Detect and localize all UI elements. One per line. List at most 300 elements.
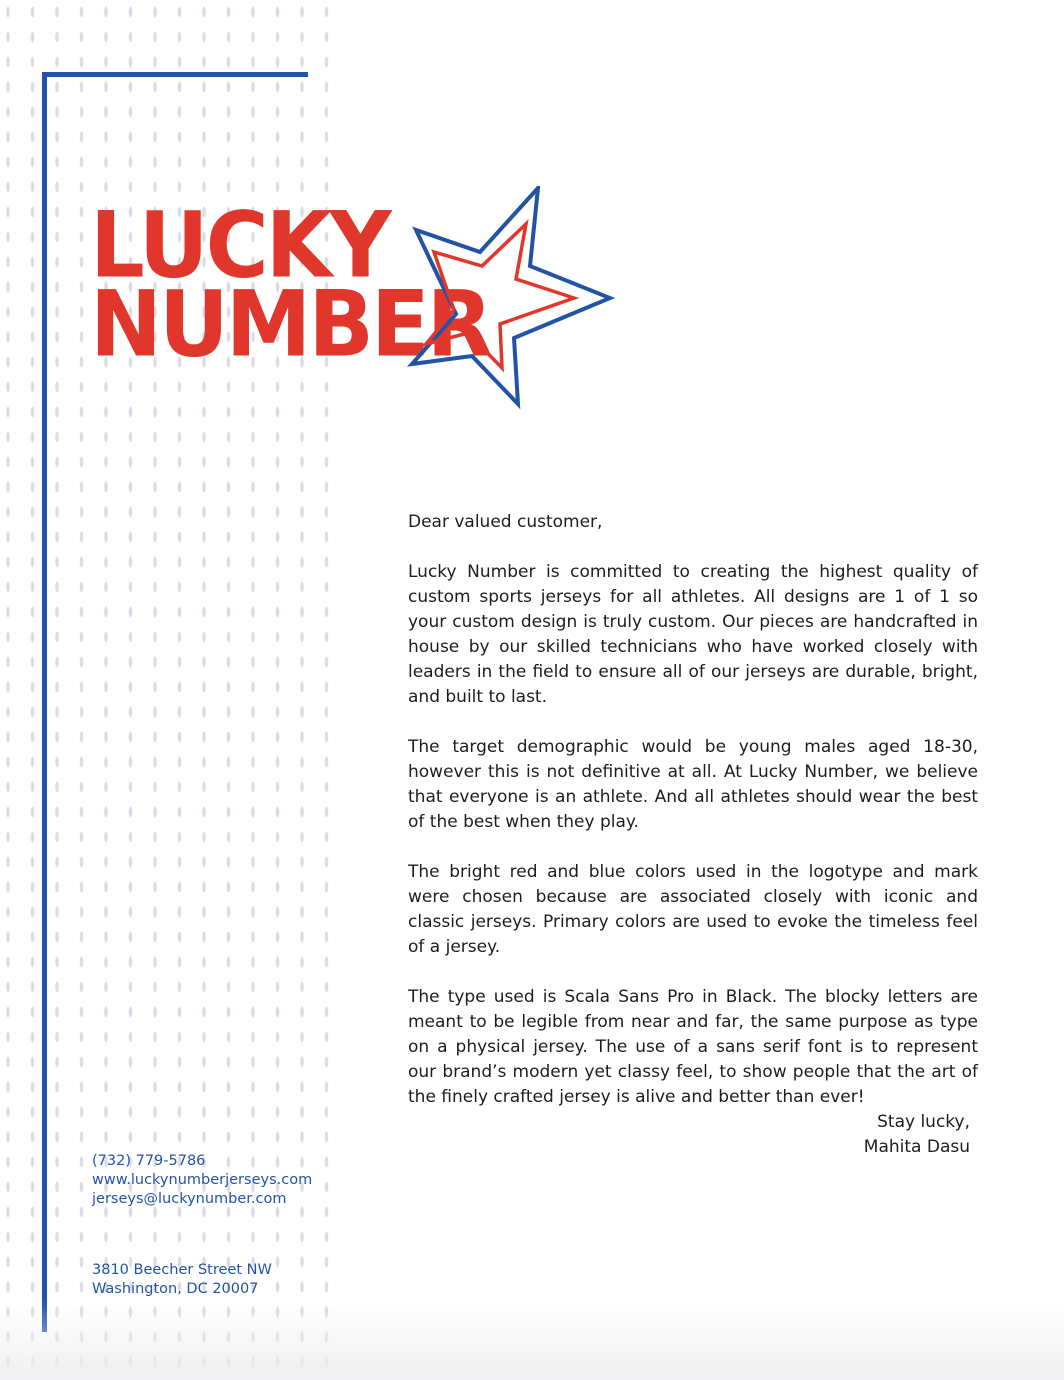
mesh-dot: [300, 1257, 304, 1268]
mesh-dot: [55, 832, 59, 843]
email-link[interactable]: jerseys@luckynumber.com: [92, 1191, 287, 1207]
mesh-dot: [55, 1232, 59, 1243]
mesh-dot: [129, 82, 133, 93]
mesh-dot: [104, 1232, 108, 1243]
mesh-dot: [178, 57, 182, 68]
mesh-dot: [202, 1082, 206, 1093]
mesh-dot: [300, 507, 304, 518]
mesh-dot: [227, 657, 231, 668]
mesh-dot: [6, 1057, 10, 1068]
mesh-dot: [325, 932, 329, 943]
mesh-dot: [31, 282, 35, 293]
mesh-dot: [178, 1107, 182, 1118]
mesh-dot: [31, 257, 35, 268]
mesh-dot: [227, 7, 231, 18]
mesh-dot: [325, 707, 329, 718]
mesh-dot: [178, 782, 182, 793]
mesh-dot: [300, 1057, 304, 1068]
mesh-dot: [227, 857, 231, 868]
mesh-dot: [104, 57, 108, 68]
mesh-dot: [300, 607, 304, 618]
mesh-dot: [80, 132, 84, 143]
mesh-dot: [129, 707, 133, 718]
mesh-dot: [325, 32, 329, 43]
mesh-dot: [276, 932, 280, 943]
mesh-dot: [251, 32, 255, 43]
mesh-dot: [276, 107, 280, 118]
mesh-dot: [325, 682, 329, 693]
closing-text: Stay lucky,: [877, 1112, 970, 1132]
mesh-dot: [153, 532, 157, 543]
mesh-dot: [251, 507, 255, 518]
mesh-dot: [6, 132, 10, 143]
mesh-dot: [300, 32, 304, 43]
mesh-dot: [202, 432, 206, 443]
mesh-dot: [55, 557, 59, 568]
mesh-dot: [227, 607, 231, 618]
mesh-dot: [276, 657, 280, 668]
mesh-dot: [31, 1207, 35, 1218]
mesh-dot: [251, 857, 255, 868]
mesh-dot: [6, 157, 10, 168]
mesh-dot: [227, 57, 231, 68]
mesh-dot: [178, 557, 182, 568]
mesh-dot: [276, 982, 280, 993]
mesh-dot: [55, 57, 59, 68]
mesh-dot: [31, 982, 35, 993]
mesh-dot: [80, 607, 84, 618]
mesh-dot: [202, 482, 206, 493]
mesh-dot: [325, 7, 329, 18]
mesh-dot: [80, 7, 84, 18]
mesh-dot: [80, 882, 84, 893]
mesh-dot: [129, 7, 133, 18]
mesh-dot: [251, 1057, 255, 1068]
mesh-dot: [325, 1257, 329, 1268]
mesh-dot: [31, 57, 35, 68]
mesh-dot: [55, 1132, 59, 1143]
mesh-dot: [129, 832, 133, 843]
mesh-dot: [104, 532, 108, 543]
mesh-dot: [80, 457, 84, 468]
mesh-dot: [55, 932, 59, 943]
mesh-dot: [153, 707, 157, 718]
mesh-dot: [6, 482, 10, 493]
mesh-dot: [178, 1007, 182, 1018]
mesh-dot: [178, 832, 182, 843]
mesh-dot: [104, 482, 108, 493]
mesh-dot: [276, 1032, 280, 1043]
mesh-dot: [153, 1132, 157, 1143]
mesh-dot: [251, 1132, 255, 1143]
mesh-dot: [227, 32, 231, 43]
mesh-dot: [80, 557, 84, 568]
mesh-dot: [129, 557, 133, 568]
mesh-dot: [178, 1082, 182, 1093]
mesh-dot: [178, 1132, 182, 1143]
mesh-dot: [325, 1082, 329, 1093]
mesh-dot: [276, 832, 280, 843]
mesh-dot: [251, 882, 255, 893]
mesh-dot: [300, 582, 304, 593]
mesh-dot: [129, 957, 133, 968]
mesh-dot: [104, 507, 108, 518]
mesh-dot: [6, 82, 10, 93]
mesh-dot: [325, 982, 329, 993]
website-link[interactable]: www.luckynumberjerseys.com: [92, 1172, 313, 1188]
mesh-dot: [251, 607, 255, 618]
mesh-dot: [31, 207, 35, 218]
mesh-dot: [202, 157, 206, 168]
mesh-dot: [251, 532, 255, 543]
mesh-dot: [80, 582, 84, 593]
mesh-dot: [202, 1132, 206, 1143]
mesh-dot: [55, 332, 59, 343]
mesh-dot: [325, 57, 329, 68]
mesh-dot: [202, 507, 206, 518]
mesh-dot: [251, 157, 255, 168]
mesh-dot: [251, 707, 255, 718]
mesh-dot: [80, 57, 84, 68]
mesh-dot: [276, 507, 280, 518]
mesh-dot: [31, 707, 35, 718]
mesh-dot: [202, 982, 206, 993]
mesh-dot: [80, 757, 84, 768]
mesh-dot: [6, 582, 10, 593]
mesh-dot: [31, 732, 35, 743]
mesh-dot: [276, 632, 280, 643]
city-state-zip: Washington, DC 20007: [92, 1281, 259, 1297]
mesh-dot: [300, 757, 304, 768]
mesh-dot: [55, 382, 59, 393]
mesh-dot: [227, 732, 231, 743]
mesh-dot: [178, 607, 182, 618]
mesh-dot: [104, 1082, 108, 1093]
mesh-dot: [80, 707, 84, 718]
mesh-dot: [6, 1282, 10, 1293]
phone-number: (732) 779-5786: [92, 1153, 206, 1169]
mesh-dot: [6, 382, 10, 393]
mesh-dot: [153, 1082, 157, 1093]
mesh-dot: [202, 807, 206, 818]
mesh-dot: [300, 732, 304, 743]
mesh-dot: [276, 457, 280, 468]
mesh-dot: [55, 1107, 59, 1118]
mesh-dot: [251, 757, 255, 768]
mesh-dot: [153, 807, 157, 818]
mesh-dot: [104, 1107, 108, 1118]
mesh-dot: [153, 1007, 157, 1018]
mesh-dot: [55, 657, 59, 668]
mesh-dot: [276, 7, 280, 18]
letter-body: [408, 510, 978, 1135]
mesh-dot: [276, 482, 280, 493]
mesh-dot: [202, 57, 206, 68]
logotype-line-number: NUMBER: [90, 271, 490, 378]
mesh-dot: [31, 182, 35, 193]
mesh-dot: [300, 882, 304, 893]
mesh-dot: [153, 57, 157, 68]
mesh-dot: [104, 982, 108, 993]
mesh-dot: [178, 1232, 182, 1243]
letter-paragraph-2: The target demographic would be young males aged 18-30, however this is not definitive at all. At Lucky Number, we believe that everyone is an athlete. And all athletes should wear the best of the best when they play.: [408, 737, 978, 832]
mesh-dot: [276, 1132, 280, 1143]
mesh-dot: [276, 882, 280, 893]
mesh-dot: [55, 432, 59, 443]
mesh-dot: [178, 657, 182, 668]
mesh-dot: [55, 1182, 59, 1193]
mesh-dot: [202, 882, 206, 893]
mesh-dot: [6, 982, 10, 993]
mesh-dot: [325, 757, 329, 768]
mesh-dot: [6, 1232, 10, 1243]
mesh-dot: [31, 107, 35, 118]
mesh-dot: [6, 782, 10, 793]
mesh-dot: [227, 457, 231, 468]
mesh-dot: [178, 757, 182, 768]
mesh-dot: [153, 1232, 157, 1243]
lucky-number-logo: [90, 186, 620, 411]
mesh-dot: [129, 582, 133, 593]
mesh-dot: [80, 982, 84, 993]
mesh-dot: [153, 957, 157, 968]
mesh-dot: [129, 732, 133, 743]
mesh-dot: [153, 857, 157, 868]
mesh-dot: [31, 357, 35, 368]
mesh-dot: [300, 657, 304, 668]
mesh-dot: [80, 907, 84, 918]
mesh-dot: [31, 507, 35, 518]
mesh-dot: [80, 1207, 84, 1218]
mesh-dot: [6, 232, 10, 243]
top-rule: [42, 72, 308, 77]
mesh-dot: [80, 182, 84, 193]
mesh-dot: [129, 757, 133, 768]
mesh-dot: [276, 1282, 280, 1293]
mesh-dot: [129, 32, 133, 43]
mesh-dot: [80, 782, 84, 793]
mesh-dot: [300, 82, 304, 93]
mesh-dot: [55, 457, 59, 468]
mesh-dot: [6, 707, 10, 718]
street-address: 3810 Beecher Street NW: [92, 1262, 272, 1278]
mesh-dot: [55, 482, 59, 493]
mesh-dot: [6, 1082, 10, 1093]
mesh-dot: [325, 1057, 329, 1068]
mesh-dot: [55, 507, 59, 518]
mesh-dot: [276, 1057, 280, 1068]
star-icon: [90, 186, 620, 411]
mesh-dot: [202, 607, 206, 618]
mesh-dot: [6, 882, 10, 893]
mesh-dot: [325, 1007, 329, 1018]
mesh-dot: [104, 682, 108, 693]
mesh-dot: [104, 582, 108, 593]
mesh-dot: [31, 1232, 35, 1243]
mesh-dot: [202, 782, 206, 793]
mesh-dot: [153, 682, 157, 693]
mesh-dot: [55, 1032, 59, 1043]
mesh-dot: [300, 832, 304, 843]
mesh-dot: [202, 957, 206, 968]
mesh-dot: [325, 907, 329, 918]
mesh-dot: [300, 1007, 304, 1018]
mesh-dot: [325, 457, 329, 468]
mesh-dot: [227, 932, 231, 943]
mesh-dot: [153, 582, 157, 593]
mesh-dot: [55, 107, 59, 118]
mesh-dot: [251, 432, 255, 443]
mesh-dot: [129, 1232, 133, 1243]
mesh-dot: [31, 632, 35, 643]
contact-block: [92, 1152, 312, 1209]
mesh-dot: [325, 557, 329, 568]
mesh-dot: [55, 232, 59, 243]
mesh-dot: [276, 557, 280, 568]
mesh-dot: [300, 1032, 304, 1043]
mesh-dot: [251, 982, 255, 993]
mesh-dot: [251, 482, 255, 493]
letter-paragraph-3: The bright red and blue colors used in the logotype and mark were chosen because are associated closely with iconic and classic jerseys. Primary colors are used to evoke the timeless feel of a jersey.: [408, 862, 978, 957]
mesh-dot: [6, 1207, 10, 1218]
mesh-dot: [325, 132, 329, 143]
mesh-dot: [6, 732, 10, 743]
mesh-dot: [104, 757, 108, 768]
mesh-dot: [104, 857, 108, 868]
mesh-dot: [80, 807, 84, 818]
mesh-dot: [31, 557, 35, 568]
mesh-dot: [129, 507, 133, 518]
mesh-dot: [31, 32, 35, 43]
mesh-dot: [55, 857, 59, 868]
mesh-dot: [325, 857, 329, 868]
mesh-dot: [80, 382, 84, 393]
mesh-dot: [80, 407, 84, 418]
mesh-dot: [325, 1157, 329, 1168]
mesh-dot: [31, 457, 35, 468]
mesh-dot: [325, 1107, 329, 1118]
mesh-dot: [202, 532, 206, 543]
mesh-dot: [178, 507, 182, 518]
mesh-dot: [6, 1257, 10, 1268]
mesh-dot: [6, 307, 10, 318]
address-block: [92, 1261, 272, 1299]
mesh-dot: [129, 482, 133, 493]
mesh-dot: [276, 757, 280, 768]
mesh-dot: [129, 1082, 133, 1093]
mesh-dot: [104, 832, 108, 843]
mesh-dot: [227, 107, 231, 118]
mesh-dot: [80, 932, 84, 943]
mesh-dot: [55, 907, 59, 918]
mesh-dot: [153, 132, 157, 143]
mesh-dot: [325, 1032, 329, 1043]
mesh-dot: [80, 532, 84, 543]
mesh-dot: [55, 582, 59, 593]
mesh-dot: [153, 982, 157, 993]
mesh-dot: [178, 732, 182, 743]
mesh-dot: [202, 1007, 206, 1018]
mesh-dot: [153, 1107, 157, 1118]
mesh-dot: [202, 457, 206, 468]
mesh-dot: [6, 607, 10, 618]
mesh-dot: [300, 807, 304, 818]
mesh-dot: [276, 1107, 280, 1118]
mesh-dot: [227, 82, 231, 93]
mesh-dot: [300, 557, 304, 568]
mesh-dot: [276, 732, 280, 743]
mesh-dot: [276, 957, 280, 968]
mesh-dot: [31, 907, 35, 918]
mesh-dot: [129, 657, 133, 668]
mesh-dot: [129, 907, 133, 918]
mesh-dot: [80, 957, 84, 968]
mesh-dot: [6, 257, 10, 268]
mesh-dot: [276, 1232, 280, 1243]
mesh-dot: [325, 957, 329, 968]
mesh-dot: [153, 32, 157, 43]
mesh-dot: [300, 482, 304, 493]
mesh-dot: [31, 382, 35, 393]
mesh-dot: [31, 1282, 35, 1293]
mesh-dot: [55, 207, 59, 218]
mesh-dot: [55, 1157, 59, 1168]
mesh-dot: [178, 907, 182, 918]
mesh-dot: [325, 607, 329, 618]
mesh-dot: [6, 282, 10, 293]
mesh-dot: [31, 307, 35, 318]
mesh-dot: [276, 682, 280, 693]
mesh-dot: [202, 707, 206, 718]
mesh-dot: [55, 632, 59, 643]
mesh-dot: [6, 757, 10, 768]
mesh-dot: [153, 457, 157, 468]
mesh-dot: [129, 132, 133, 143]
mesh-dot: [178, 707, 182, 718]
mesh-dot: [129, 982, 133, 993]
mesh-dot: [6, 532, 10, 543]
letter-greeting: Dear valued customer,: [408, 512, 603, 532]
mesh-dot: [104, 1007, 108, 1018]
mesh-dot: [153, 782, 157, 793]
mesh-dot: [55, 157, 59, 168]
mesh-dot: [202, 1232, 206, 1243]
mesh-dot: [31, 1007, 35, 1018]
mesh-dot: [55, 7, 59, 18]
mesh-dot: [325, 1232, 329, 1243]
mesh-dot: [276, 532, 280, 543]
mesh-dot: [227, 757, 231, 768]
mesh-dot: [251, 557, 255, 568]
mesh-dot: [129, 432, 133, 443]
mesh-dot: [325, 532, 329, 543]
mesh-dot: [55, 32, 59, 43]
mesh-dot: [31, 957, 35, 968]
mesh-dot: [6, 1007, 10, 1018]
mesh-dot: [104, 32, 108, 43]
mesh-dot: [31, 1032, 35, 1043]
mesh-dot: [31, 882, 35, 893]
mesh-dot: [55, 682, 59, 693]
mesh-dot: [104, 607, 108, 618]
mesh-dot: [31, 82, 35, 93]
mesh-dot: [227, 532, 231, 543]
mesh-dot: [31, 1082, 35, 1093]
mesh-dot: [251, 132, 255, 143]
mesh-dot: [6, 807, 10, 818]
mesh-dot: [80, 32, 84, 43]
mesh-dot: [202, 132, 206, 143]
